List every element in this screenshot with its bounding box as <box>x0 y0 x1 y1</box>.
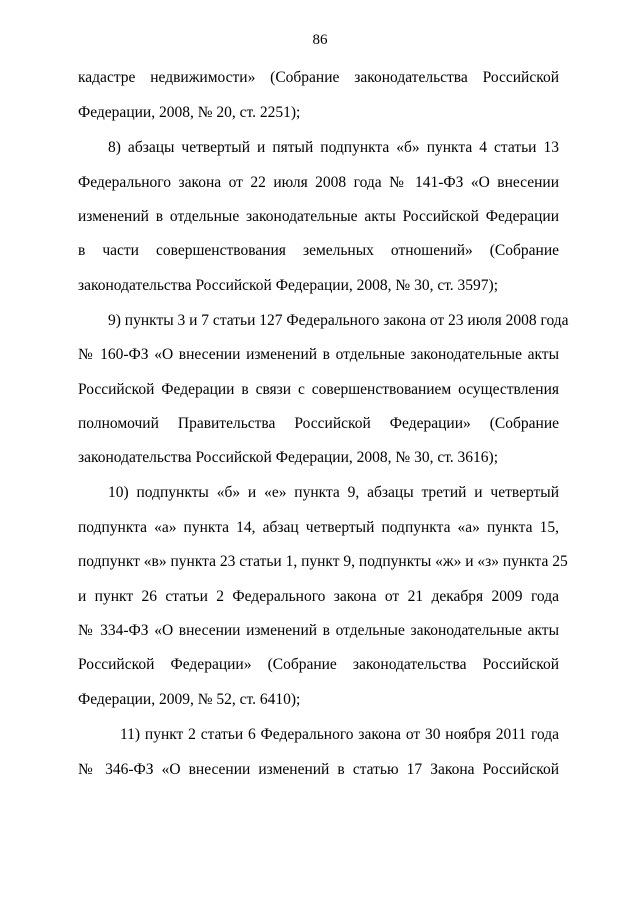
text-line: подпункта «а» пункта 14, абзац четвертый подпункта «а» пункта 15, <box>78 519 559 536</box>
text-line: изменений в отдельные законодательные акты Российской Федерации <box>78 208 559 225</box>
text-line: кадастре недвижимости» (Собрание законодательства Российской <box>78 69 559 86</box>
text-line: № 334-ФЗ «О внесении изменений в отдельные законодательные акты <box>78 622 559 639</box>
text-line: законодательства Российской Федерации, 2008, № 30, ст. 3616); <box>78 449 499 466</box>
text-line: № 160-ФЗ «О внесении изменений в отдельные законодательные акты <box>78 346 559 363</box>
text-line: полномочий Правительства Российской Федерации» (Собрание <box>78 415 559 432</box>
text-line: и пункт 26 статьи 2 Федерального закона от 21 декабря 2009 года <box>78 588 559 605</box>
text-line: 11) пункт 2 статьи 6 Федерального закона от 30 ноября 2011 года <box>120 726 559 743</box>
page-number: 86 <box>312 32 328 48</box>
text-line: Российской Федерации» (Собрание законодательства Российской <box>78 656 559 673</box>
text-line: законодательства Российской Федерации, 2008, № 30, ст. 3597); <box>78 277 499 294</box>
text-line: № 346-ФЗ «О внесении изменений в статью 17 Закона Российской <box>78 761 559 778</box>
text-line: 9) пункты 3 и 7 статьи 127 Федерального закона от 23 июля 2008 года <box>108 312 569 329</box>
text-line: Федерации, 2008, № 20, ст. 2251); <box>78 104 301 121</box>
text-line: Федерального закона от 22 июля 2008 года № 141-ФЗ «О внесении <box>78 174 559 191</box>
text-line: Федерации, 2009, № 52, ст. 6410); <box>78 691 301 708</box>
text-line: Российской Федерации в связи с совершенствованием осуществления <box>78 381 559 398</box>
text-line: в части совершенствования земельных отношений» (Собрание <box>78 242 559 259</box>
text-line: 10) подпункты «б» и «е» пункта 9, абзацы третий и четвертый <box>108 484 559 501</box>
text-line: подпункт «в» пункта 23 статьи 1, пункт 9, подпункты «ж» и «з» пункта 25 <box>78 553 568 570</box>
text-line: 8) абзацы четвертый и пятый подпункта «б» пункта 4 статьи 13 <box>108 139 559 156</box>
